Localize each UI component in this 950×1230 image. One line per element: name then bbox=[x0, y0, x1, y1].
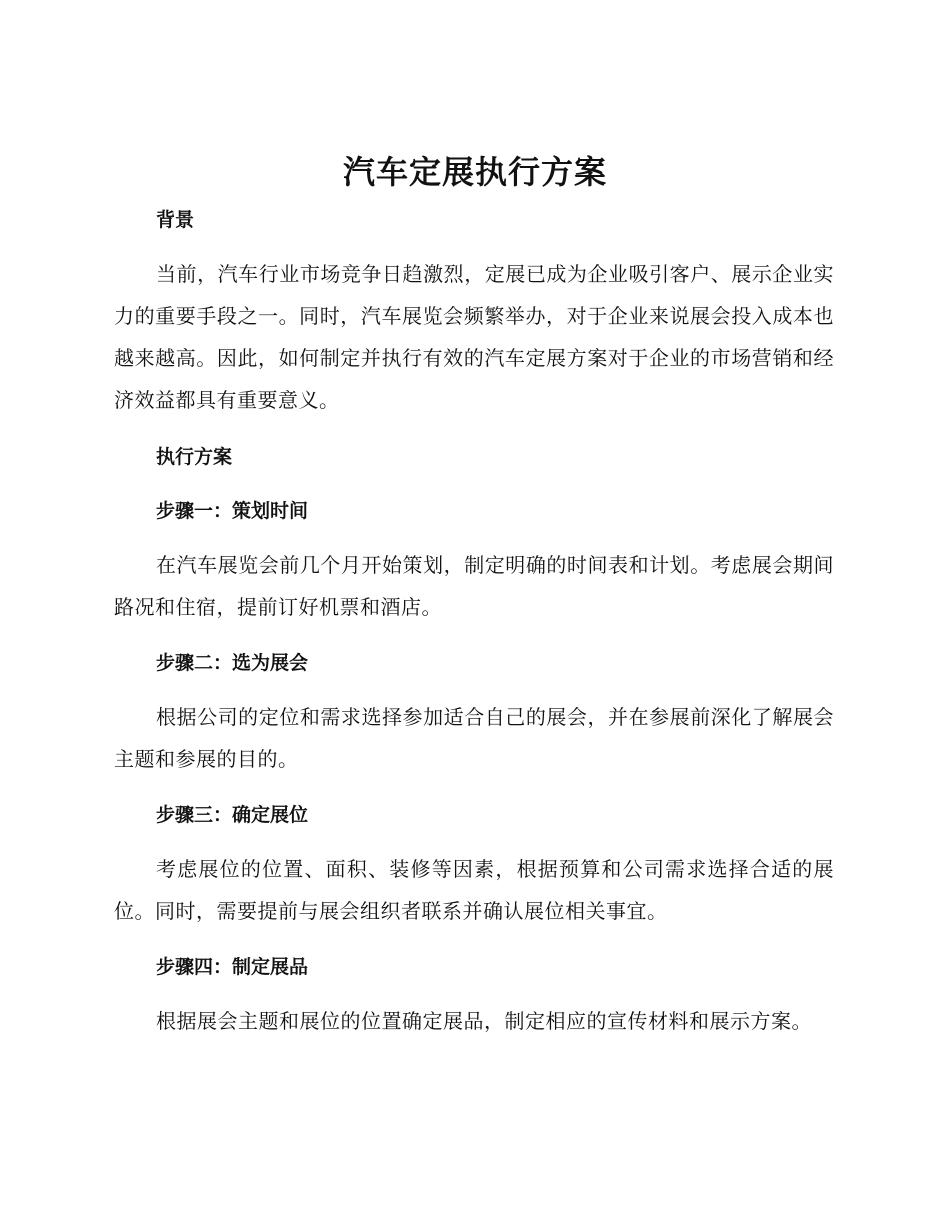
section-heading-step-2: 步骤二：选为展会 bbox=[156, 652, 309, 674]
section-heading-step-3: 步骤三：确定展位 bbox=[156, 804, 309, 826]
paragraph-background: 当前，汽车行业市场竞争日趋激烈，定展已成为企业吸引客户、展示企业实力的重要手段之一。同时，汽车展览会频繁举办，对于企业来说展会投入成本也越来越高。因此，如何制定并执行有效的汽车定展方案对于企业的市场营销和经济效益都具有重要意义。 bbox=[114, 262, 834, 412]
paragraph-step-3: 考虑展位的位置、面积、装修等因素，根据预算和公司需求选择合适的展位。同时，需要提前与展会组织者联系并确认展位相关事宜。 bbox=[114, 857, 834, 923]
paragraph-step-4: 根据展会主题和展位的位置确定展品，制定相应的宣传材料和展示方案。 bbox=[156, 1009, 812, 1033]
document-title: 汽车定展执行方案 bbox=[342, 153, 607, 191]
section-heading-step-1: 步骤一：策划时间 bbox=[156, 500, 309, 522]
section-heading-plan: 执行方案 bbox=[156, 446, 233, 468]
section-heading-background: 背景 bbox=[156, 209, 195, 231]
paragraph-step-1: 在汽车展览会前几个月开始策划，制定明确的时间表和计划。考虑展会期间路况和住宿，提前订好机票和酒店。 bbox=[114, 553, 834, 619]
paragraph-step-2: 根据公司的定位和需求选择参加适合自己的展会，并在参展前深化了解展会主题和参展的目的。 bbox=[114, 705, 834, 771]
section-heading-step-4: 步骤四：制定展品 bbox=[156, 956, 309, 978]
